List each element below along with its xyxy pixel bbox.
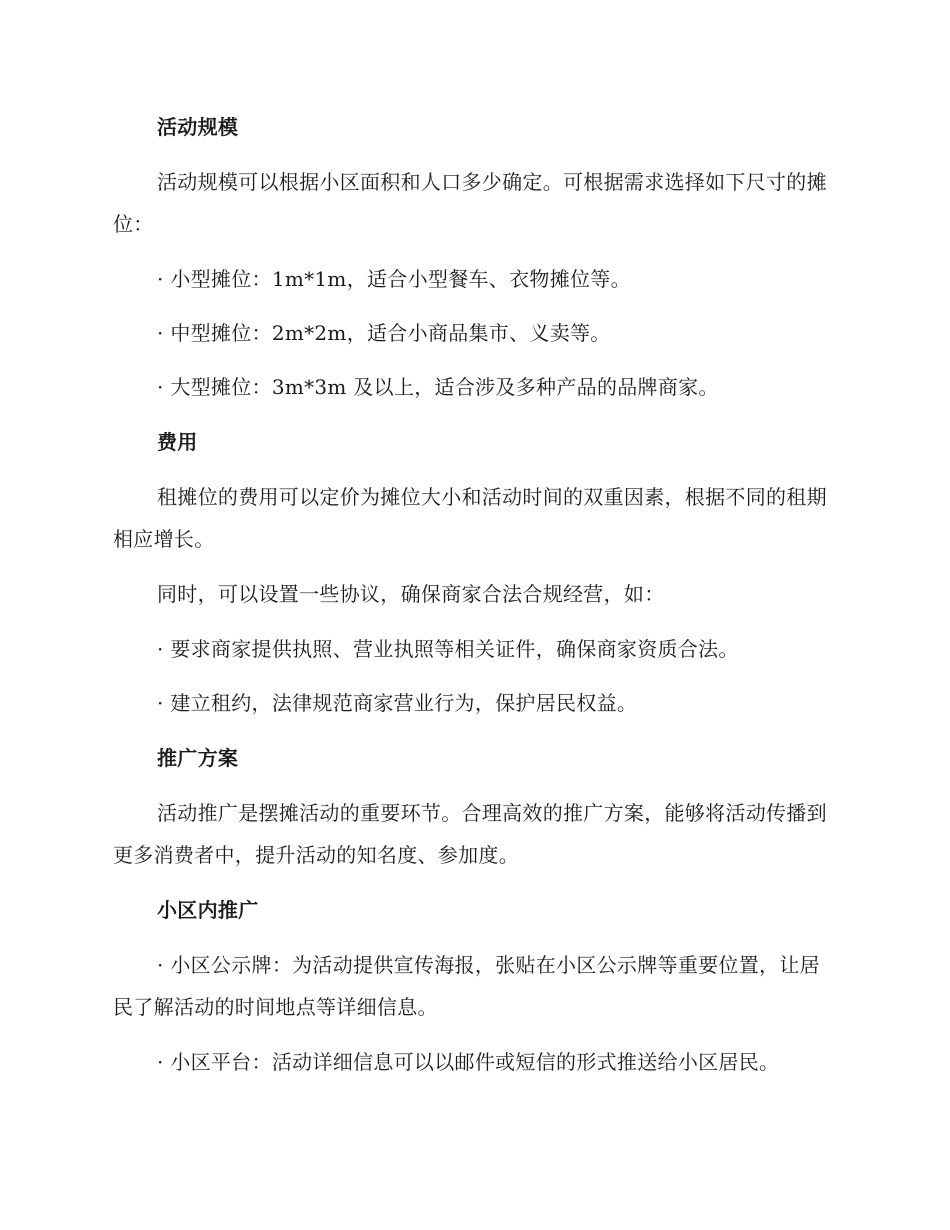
section-heading-fees: 费用	[157, 430, 198, 454]
section-heading-community-promotion: 小区内推广	[157, 898, 259, 922]
paragraph-fees-agreement: 同时，可以设置一些协议，确保商家合法合规经营，如：	[157, 582, 665, 606]
list-item-notice-board: · 小区公示牌：为活动提供宣传海报，张贴在小区公示牌等重要位置，让居民了解活动的时间地点等详细信息。	[113, 953, 820, 1019]
paragraph-fees-pricing: 租摊位的费用可以定价为摊位大小和活动时间的双重因素，根据不同的租期相应增长。	[113, 485, 827, 551]
list-item-lease-agreement: · 建立租约，法律规范商家营业行为，保护居民权益。	[157, 691, 638, 715]
section-heading-promotion: 推广方案	[157, 746, 239, 770]
list-item-medium-stall: · 中型摊位：2m*2m，适合小商品集市、义卖等。	[157, 321, 611, 345]
paragraph-promotion-intro: 活动推广是摆摊活动的重要环节。合理高效的推广方案，能够将活动传播到更多消费者中，提升活动的知名度、参加度。	[113, 801, 827, 867]
section-heading-scale: 活动规模	[157, 115, 239, 139]
list-item-community-platform: · 小区平台：活动详细信息可以以邮件或短信的形式推送给小区居民。	[157, 1050, 780, 1074]
list-item-license-requirement: · 要求商家提供执照、营业执照等相关证件，确保商家资质合法。	[157, 637, 739, 661]
paragraph-scale-intro: 活动规模可以根据小区面积和人口多少确定。可根据需求选择如下尺寸的摊位：	[113, 170, 827, 236]
list-item-large-stall: · 大型摊位：3m*3m 及以上，适合涉及多种产品的品牌商家。	[157, 375, 719, 399]
list-item-small-stall: · 小型摊位：1m*1m，适合小型餐车、衣物摊位等。	[157, 267, 631, 291]
